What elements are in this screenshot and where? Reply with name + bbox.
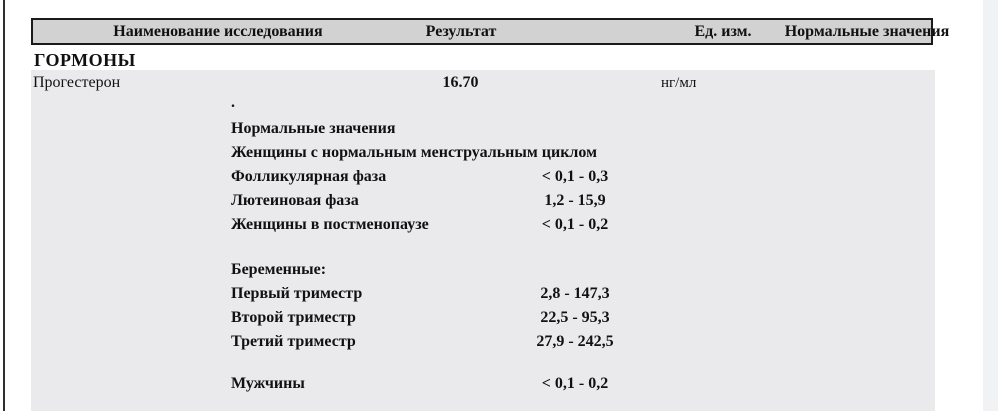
section-title-hormones: ГОРМОНЫ [34,50,136,70]
reference-row-label: Первый триместр [231,285,363,302]
reference-row-value: < 0,1 - 0,2 [541,375,609,392]
reference-group-men: Мужчины [231,375,305,392]
analyte-name: Прогестерон [33,74,121,91]
analyte-unit: нг/мл [661,75,697,91]
analyte-result-value: 16.70 [442,74,479,91]
reference-block-title: Нормальные значения [231,120,396,137]
reference-row-label: Женщины в постменопаузе [231,216,429,233]
column-header-unit: Ед. изм. [694,23,752,40]
results-table-header [31,18,950,45]
column-header-result: Результат [425,23,497,40]
reference-row-label: Второй триместр [231,309,356,326]
reference-row-value: 2,8 - 147,3 [540,285,610,302]
results-body-panel [31,70,935,411]
reference-row-value: < 0,1 - 0,2 [541,216,609,233]
reference-dot: . [231,94,235,111]
reference-row-value: 22,5 - 95,3 [540,309,610,326]
reference-row-label: Фолликулярная фаза [231,168,387,185]
column-header-test-name: Наименование исследования [113,23,323,40]
reference-row-value: 1,2 - 15,9 [544,192,606,209]
page-left-border [3,0,5,411]
reference-row-value: < 0,1 - 0,3 [541,168,609,185]
reference-row-label: Третий триместр [231,333,356,350]
reference-row-label: Лютеиновая фаза [231,192,359,209]
column-header-normal-values: Нормальные значения [784,23,950,40]
reference-row-value: 27,9 - 242,5 [536,333,614,350]
page-right-margin-band [983,0,998,411]
reference-group-women-normal-cycle: Женщины с нормальным менструальным циклом [231,144,597,161]
reference-group-pregnant: Беременные: [231,261,327,278]
